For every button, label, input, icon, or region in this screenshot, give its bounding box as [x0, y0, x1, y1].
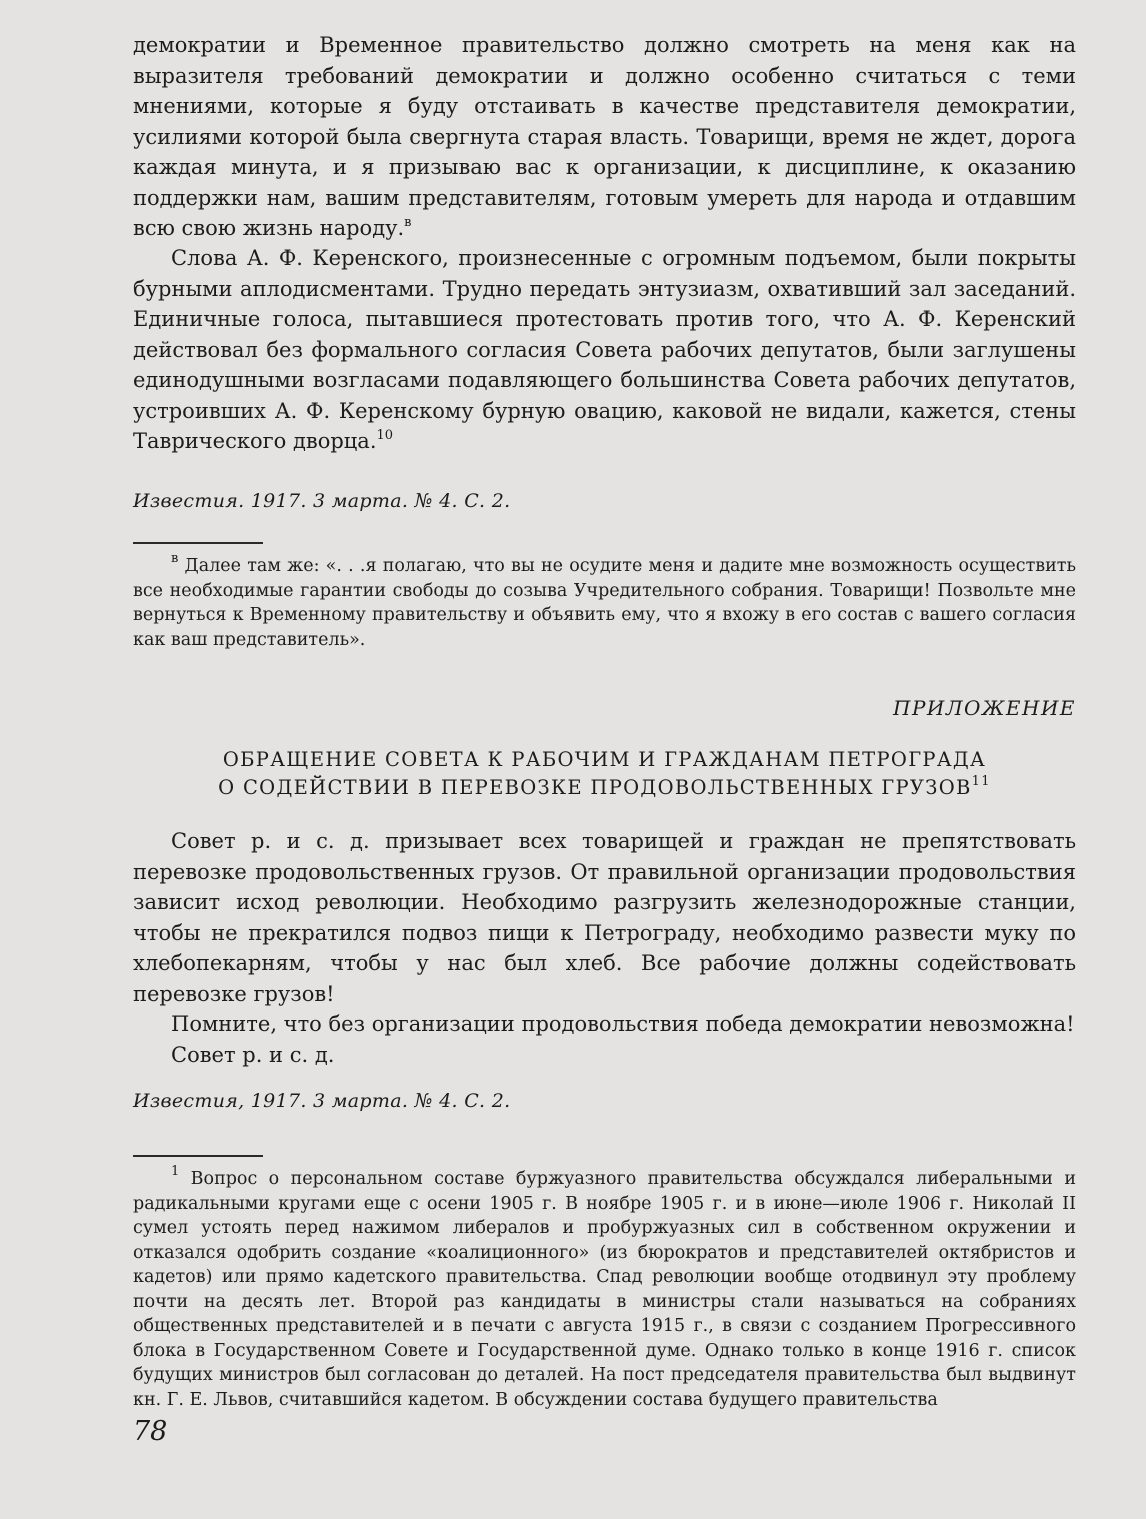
footnote-divider [133, 542, 263, 544]
footnote-ref-11[interactable]: 11 [971, 774, 991, 789]
footnote-v-text: Далее там же: «. . .я полагаю, что вы не осудите меня и дадите мне возможность осуществить все необходимые гарантии свободы до созыва Учредительного собрания. Товарищи! Позвольте мне вернуться к Временному правительству и объявить ему, что я вхожу в его состав с вашего согласия как ваш представитель». [133, 556, 1076, 650]
appendix-title-line-1: ОБРАЩЕНИЕ СОВЕТА К РАБОЧИМ И ГРАЖДАНАМ ПЕТРОГРАДА [222, 748, 987, 771]
footnote-v [133, 551, 1076, 652]
appendix-title-line-2: О СОДЕЙСТВИИ В ПЕРЕВОЗКЕ ПРОДОВОЛЬСТВЕННЫХ ГРУЗОВ [218, 776, 972, 799]
applause-paragraph [133, 243, 1076, 483]
appeal-signature: Совет р. и с. д. [171, 1042, 335, 1067]
appeal-warning: Помните, что без организации продовольствия победа демократии невозможна! [171, 1012, 1075, 1036]
document-page [133, 30, 1076, 1412]
footnote-v-marker: в [171, 551, 179, 566]
applause-text: Слова А. Ф. Керенского, произнесенные с огромным подъемом, были покрыты бурными аплодисментами. Трудно передать энтузиазм, охвативший зал заседаний. Единичные голоса, пытавшиеся протестовать против того, что А. Ф. Керенский действовал без формального согласия Совета рабочих депутатов, были заглушены единодушными возгласами подавляющего большинства Совета рабочих депутатов, устроивших А. Ф. Керенскому бурную овацию, каковой не видали, кажется, стены Таврического дворца. [133, 246, 1076, 453]
page-number: 78 [133, 1416, 168, 1447]
endnote-1-marker: 1 [171, 1164, 180, 1179]
endnote-1 [133, 1164, 1076, 1412]
appendix-title [133, 746, 1076, 802]
speech-source: Известия. 1917. 3 марта. № 4. С. 2. [133, 490, 511, 512]
appendix-label: ПРИЛОЖЕНИЕ [893, 696, 1076, 720]
endnote-1-text: Вопрос о персональном составе буржуазного правительства обсуждался либеральными и радикальными кругами еще с осени 1905 г. В ноябре 1905 г. и в июне—июле 1906 г. Николай II сумел устоять перед нажимом либералов и пробуржуазных сил в собственном окружении и отказался одобрить создание «коалиционного» (из бюрократов и представителей октябристов и кадетов) или прямо кадетского правительства. Спад революции вообще отодвинул эту проблему почти на десять лет. Второй раз кандидаты в министры стали называться на собраниях общественных представителей и в печати с августа 1915 г., в связи с созданием Прогрессивного блока в Государственном Совете и Государственной думе. Однако только в конце 1916 г. список будущих министров был согласован до деталей. На пост председателя правительства был выдвинут кн. Г. Е. Львов, считавшийся кадетом. В обсуждении состава будущего правительства [133, 1169, 1076, 1410]
speech-paragraph [133, 30, 1076, 243]
appeal-text: Совет р. и с. д. призывает всех товарищей и граждан не препятствовать перевозке продовольственных грузов. От правильной организации продовольствия зависит исход революции. Необходимо разгрузить железнодорожные станции, чтобы не прекратился подвоз пищи к Петрограду, необходимо развести муку по хлебопекарням, чтобы у нас был хлеб. Все рабочие должны содействовать перевозке грузов! [133, 829, 1076, 1006]
appeal-paragraph [133, 826, 1076, 1070]
endnote-divider [133, 1155, 263, 1157]
speech-text: демократии и Временное правительство должно смотреть на меня как на выразителя требований демократии и должно особенно считаться с теми мнениями, которые я буду отстаивать в качестве представителя демократии, усилиями которой была свергнута старая власть. Товарищи, время не ждет, дорога каждая минута, и я призываю вас к организации, к дисциплине, к оказанию поддержки нам, вашим представителям, готовым умереть для народа и отдавшим всю свою жизнь народу. [133, 33, 1076, 240]
appendix-source: Известия, 1917. 3 марта. № 4. С. 2. [133, 1090, 511, 1112]
footnote-ref-10[interactable]: 10 [376, 428, 394, 443]
footnote-ref-v[interactable]: в [404, 215, 412, 230]
